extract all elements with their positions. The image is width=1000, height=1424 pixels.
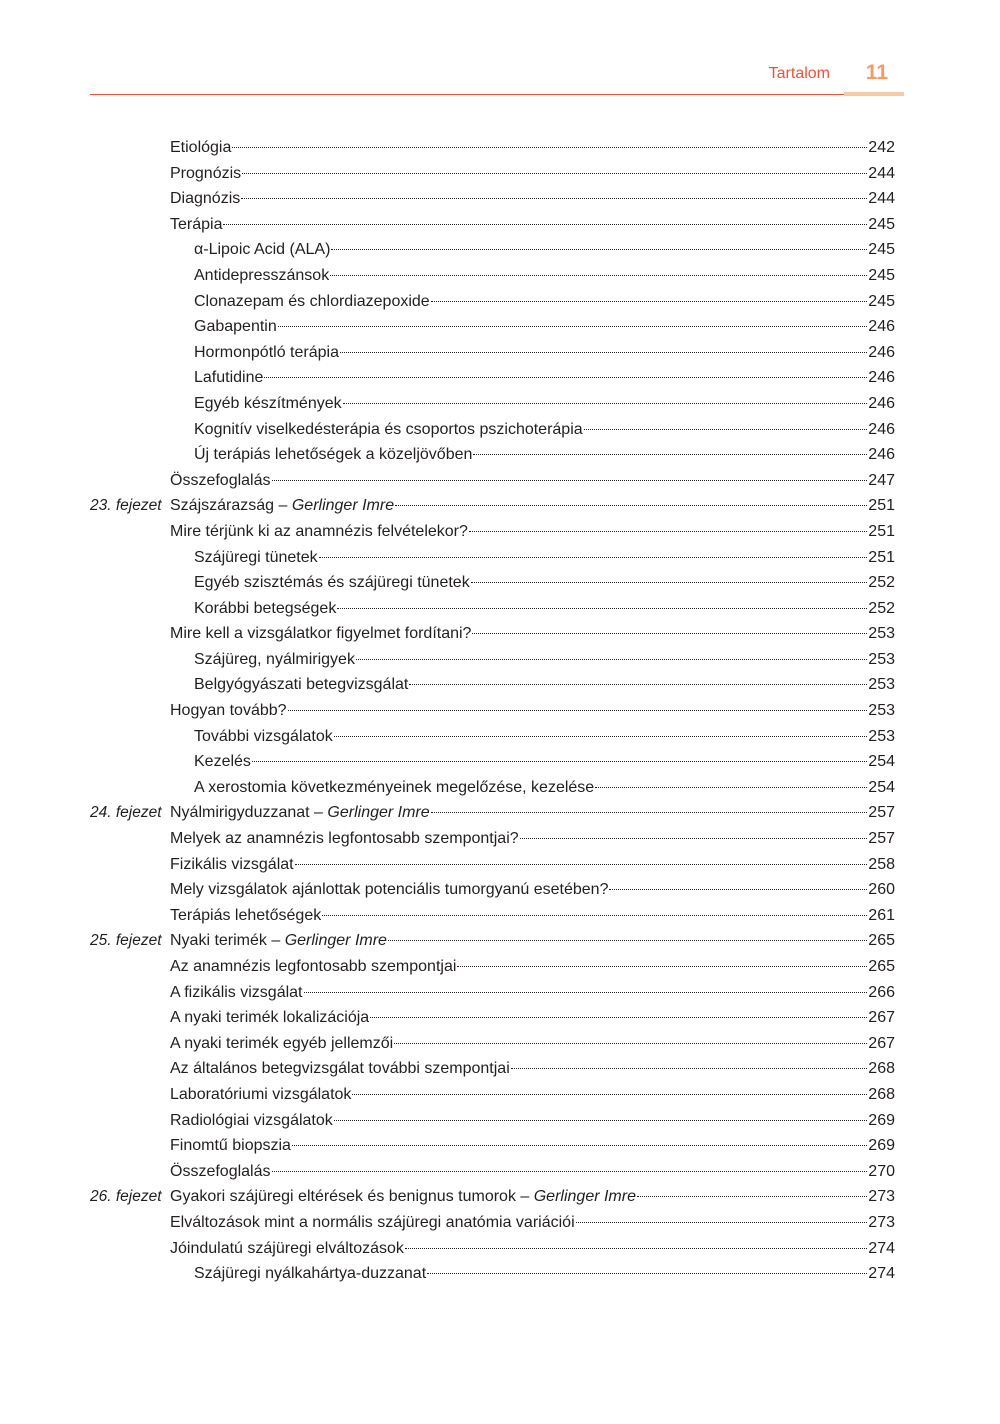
dot-leader: [343, 403, 868, 404]
toc-entry: [90, 877, 895, 903]
toc-entry-line: [170, 135, 895, 161]
dot-leader: [595, 787, 867, 788]
dot-leader: [473, 454, 867, 455]
toc-entry-title-text: Jóindulatú szájüregi elváltozások: [170, 1239, 404, 1257]
toc-entry-title-text: Elváltozások mint a normális szájüregi anatómia variációi: [170, 1213, 575, 1231]
toc-entry-page: 251: [868, 522, 895, 540]
toc-entry-title: [194, 749, 251, 775]
dot-leader: [223, 224, 867, 225]
toc-entry-page: 246: [868, 369, 895, 387]
dot-leader: [427, 1273, 867, 1274]
dot-leader: [356, 659, 867, 660]
toc-entry-author: Gerlinger Imre: [533, 1188, 636, 1206]
dot-leader: [511, 1068, 868, 1069]
toc-entry-line: [194, 340, 895, 366]
toc-entry-title-text: Hogyan tovább?: [170, 702, 287, 720]
dot-leader: [457, 966, 867, 967]
toc-entry: [90, 800, 895, 826]
toc-entry-page: 253: [868, 676, 895, 694]
dot-leader: [576, 1222, 868, 1223]
toc-entry-title-text: Finomtű biopszia: [170, 1137, 291, 1155]
toc-entry-line: [194, 672, 895, 698]
toc-entry-title-text: Egyéb szisztémás és szájüregi tünetek: [194, 574, 470, 592]
toc-entry-title-text: A nyaki terimék egyéb jellemzői: [170, 1034, 394, 1052]
toc-entry: [90, 928, 895, 954]
toc-entry-page: 268: [868, 1085, 895, 1103]
toc-entry-title: [170, 1210, 575, 1236]
toc-entry-page: 254: [868, 753, 895, 771]
toc-entry: [90, 570, 895, 596]
toc-entry-page: 254: [868, 778, 895, 796]
toc-entry-line: [194, 1261, 895, 1287]
toc-entry: [90, 1236, 895, 1262]
toc-entry: [90, 1133, 895, 1159]
dot-leader: [405, 1248, 867, 1249]
toc-entry-page: 246: [868, 446, 895, 464]
toc-entry-line: [170, 1236, 895, 1262]
dot-leader: [637, 1196, 867, 1197]
toc-entry-title-text: Kognitív viselkedésterápia és csoportos pszichoterápia: [194, 420, 583, 438]
toc-entry-line: [170, 1108, 895, 1134]
toc-entry-title-text: Terápiás lehetőségek: [170, 906, 322, 924]
dot-leader: [272, 480, 868, 481]
toc-entry-line: [194, 647, 895, 673]
toc-entry-title: [170, 1108, 333, 1134]
toc-entry: [90, 1210, 895, 1236]
dot-leader: [340, 352, 867, 353]
toc-entry-page: 269: [868, 1111, 895, 1129]
toc-entry-title: [170, 1184, 636, 1210]
page-number: 11: [865, 61, 888, 84]
toc-entry-title: [170, 852, 294, 878]
toc-entry-page: 245: [868, 215, 895, 233]
toc-entry-page: 244: [868, 190, 895, 208]
toc-entry: [90, 442, 895, 468]
toc-entry: [90, 621, 895, 647]
toc-entry-line: [170, 1031, 895, 1057]
toc-entry-page: 242: [868, 139, 895, 156]
toc-entry-title-text: A fizikális vizsgálat: [170, 983, 303, 1001]
toc-entry: [90, 1108, 895, 1134]
toc-entry-title: [170, 621, 471, 647]
toc-entry-page: 244: [868, 164, 895, 182]
toc-entry-title: [194, 647, 355, 673]
toc-entry: [90, 237, 895, 263]
dot-leader: [272, 1171, 868, 1172]
toc-entry-title: [170, 468, 271, 494]
dot-leader: [431, 301, 868, 302]
dot-leader: [295, 864, 868, 865]
toc-entry-title-text: Diagnózis: [170, 190, 241, 208]
toc-entry-title: [194, 237, 330, 263]
toc-entry: [90, 980, 895, 1006]
toc-entry-line: [194, 545, 895, 571]
toc-entry-line: [170, 519, 895, 545]
toc-entry: [90, 263, 895, 289]
toc-entry-line: [170, 826, 895, 852]
toc-entry-line: [170, 698, 895, 724]
toc-entry-title: [194, 391, 342, 417]
toc-entry-title-text: Az általános betegvizsgálat további szempontjai: [170, 1060, 510, 1078]
toc-entry-title-text: Prognózis: [170, 164, 242, 182]
toc-entry-title: [170, 493, 394, 519]
toc-entry-title: [170, 1133, 291, 1159]
toc-entry-title-text: Szájszárazság –: [170, 497, 292, 515]
toc-entry-title: [194, 724, 333, 750]
toc-entry: [90, 954, 895, 980]
toc-entry-page: 245: [868, 241, 895, 259]
chapter-label: 24. fejezet: [90, 804, 162, 822]
toc-entry: [90, 852, 895, 878]
toc-entry-title: [170, 1082, 351, 1108]
toc-entry-title: [194, 365, 263, 391]
toc-entry-line: [194, 596, 895, 622]
toc-entry: [90, 391, 895, 417]
dot-leader: [334, 1120, 868, 1121]
toc-entry-page: 246: [868, 343, 895, 361]
dot-leader: [337, 608, 867, 609]
toc-entry-title-text: Az anamnézis legfontosabb szempontjai: [170, 958, 457, 975]
toc-entry-title-text: Lafutidine: [194, 369, 264, 387]
dot-leader: [278, 326, 868, 327]
toc-entry-title-text: Fizikális vizsgálat: [170, 855, 294, 873]
toc-entry-line: [170, 800, 895, 826]
toc-entry-title-text: Új terápiás lehetőségek a közeljövőben: [194, 446, 473, 464]
dot-leader: [370, 1017, 867, 1018]
toc-entry-page: 246: [868, 420, 895, 438]
chapter-label: 25. fejezet: [90, 932, 162, 950]
toc-entry: [90, 1184, 895, 1210]
toc-entry-page: 246: [868, 394, 895, 412]
toc-entry: [90, 1031, 895, 1057]
toc-entry-page: 252: [868, 599, 895, 617]
toc-entry: [90, 212, 895, 238]
toc-entry-line: [170, 980, 895, 1006]
toc-entry: [90, 468, 895, 494]
dot-leader: [319, 557, 868, 558]
dot-leader: [292, 1145, 867, 1146]
toc-entry: [90, 545, 895, 571]
toc-entry-line: [170, 1056, 895, 1082]
toc-entry-title: [170, 928, 387, 954]
toc-entry: [90, 826, 895, 852]
dot-leader: [334, 736, 868, 737]
toc-entry-line: [194, 237, 895, 263]
toc-entry: [90, 161, 895, 187]
toc-entry-page: 274: [868, 1239, 895, 1257]
toc-entry-title: [194, 775, 594, 801]
toc-entry-page: 247: [868, 471, 895, 489]
toc-entry: [90, 135, 895, 161]
toc-entry-author: Gerlinger Imre: [284, 932, 387, 950]
toc-entry-title: [170, 135, 231, 161]
toc-entry-title-text: Terápia: [170, 215, 223, 233]
chapter-label: 23. fejezet: [90, 497, 162, 515]
dot-leader: [394, 1043, 867, 1044]
dot-leader: [471, 582, 868, 583]
toc-entry-line: [170, 903, 895, 929]
toc-entry-title-text: Korábbi betegségek: [194, 599, 337, 617]
dot-leader: [241, 198, 867, 199]
dot-leader: [609, 889, 867, 890]
toc-entry-line: [170, 1082, 895, 1108]
toc-entry: [90, 519, 895, 545]
dot-leader: [472, 633, 867, 634]
toc-entry-title: [194, 570, 470, 596]
header-rule: [90, 94, 904, 95]
toc-entry-line: [170, 186, 895, 212]
toc-entry-title: [170, 519, 468, 545]
toc-entry-page: 267: [868, 1009, 895, 1027]
toc-entry: [90, 1261, 895, 1287]
toc-entry-page: 270: [868, 1162, 895, 1180]
toc-entry-title: [194, 340, 339, 366]
toc-entry-title: [170, 1159, 271, 1185]
toc-entry-title-text: Mire kell a vizsgálatkor figyelmet fordítani?: [170, 625, 472, 643]
toc-entry-title: [170, 1005, 369, 1031]
toc-entry-title: [170, 212, 222, 238]
dot-leader: [395, 505, 867, 506]
toc-entry-page: 245: [868, 292, 895, 310]
toc-entry-page: 251: [868, 548, 895, 566]
dot-leader: [322, 915, 867, 916]
toc-entry: [90, 903, 895, 929]
toc-entry-title: [170, 826, 519, 852]
toc-entry-line: [170, 212, 895, 238]
toc-entry-title-text: Antidepresszánsok: [194, 266, 330, 284]
toc-entry-title: [170, 1236, 404, 1262]
toc-entry-line: [170, 1184, 895, 1210]
toc-entry-title: [170, 877, 608, 903]
toc-entry-page: 273: [868, 1213, 895, 1231]
toc-entry-title: [194, 289, 430, 315]
dot-leader: [352, 1094, 867, 1095]
toc-entry-title-text: α-Lipoic Acid (ALA): [194, 241, 331, 259]
toc-entry-title-text: Nyaki terimék –: [170, 932, 285, 950]
toc-entry: [90, 340, 895, 366]
toc-entry: [90, 1005, 895, 1031]
toc-entry-line: [170, 877, 895, 903]
toc-entry-line: [170, 1210, 895, 1236]
toc-entry-title: [194, 545, 318, 571]
toc-entry-page: 265: [868, 932, 895, 950]
toc-entry-title: [194, 442, 472, 468]
toc-entry-line: [170, 1133, 895, 1159]
toc-entry-page: 253: [868, 625, 895, 643]
toc-entry-page: 253: [868, 650, 895, 668]
toc-entry: [90, 596, 895, 622]
toc-entry-page: 258: [868, 855, 895, 873]
toc-entry-page: 245: [868, 266, 895, 284]
dot-leader: [409, 684, 867, 685]
toc-entry-line: [170, 954, 895, 980]
toc-entry-title-text: Melyek az anamnézis legfontosabb szempontjai?: [170, 830, 519, 848]
toc-entry-title-text: Gyakori szájüregi eltérések és benignus tumorok –: [170, 1188, 534, 1206]
toc-entry: [90, 1159, 895, 1185]
toc-entry-title-text: Szájüregi tünetek: [194, 548, 318, 566]
toc-entry-title-text: Clonazepam és chlordiazepoxide: [194, 292, 430, 310]
header-accent-bar: [844, 92, 904, 96]
running-head-title: Tartalom: [768, 65, 830, 82]
toc-entry-page: 253: [868, 727, 895, 745]
dot-leader: [252, 761, 867, 762]
table-of-contents: [90, 135, 895, 1287]
toc-entry-page: 265: [868, 958, 895, 975]
toc-entry: [90, 417, 895, 443]
dot-leader: [331, 249, 867, 250]
toc-entry-title: [194, 672, 408, 698]
toc-entry-title: [170, 186, 240, 212]
toc-entry-title-text: Nyálmirigyduzzanat –: [170, 804, 328, 822]
toc-entry-line: [194, 314, 895, 340]
toc-entry: [90, 698, 895, 724]
page-header: [90, 58, 904, 96]
toc-entry: [90, 672, 895, 698]
toc-entry-page: 269: [868, 1137, 895, 1155]
toc-entry-title: [170, 954, 456, 980]
toc-entry-title: [170, 698, 287, 724]
toc-entry-title: [194, 1261, 426, 1287]
toc-entry-page: 246: [868, 318, 895, 336]
toc-entry-line: [170, 1005, 895, 1031]
dot-leader: [584, 429, 868, 430]
toc-entry-line: [170, 493, 895, 519]
toc-entry-page: 274: [868, 1265, 895, 1283]
toc-entry-author: Gerlinger Imre: [327, 804, 430, 822]
toc-entry-line: [170, 621, 895, 647]
toc-entry-page: 260: [868, 881, 895, 899]
toc-entry-line: [170, 161, 895, 187]
toc-entry-line: [194, 417, 895, 443]
toc-entry-title: [194, 596, 336, 622]
toc-entry-title: [194, 417, 583, 443]
toc-entry-title-text: Összefoglalás: [170, 471, 271, 489]
toc-entry-page: 267: [868, 1034, 895, 1052]
toc-entry-title-text: További vizsgálatok: [194, 727, 333, 745]
toc-entry-line: [194, 570, 895, 596]
toc-entry-title: [194, 263, 329, 289]
toc-entry-line: [194, 289, 895, 315]
dot-leader: [264, 377, 867, 378]
toc-entry-line: [194, 365, 895, 391]
toc-entry-page: 251: [868, 497, 895, 515]
toc-entry: [90, 749, 895, 775]
dot-leader: [520, 838, 868, 839]
toc-entry-title-text: A xerostomia következményeinek megelőzése, kezelése: [194, 778, 595, 796]
toc-entry: [90, 1082, 895, 1108]
toc-entry: [90, 493, 895, 519]
toc-entry-title-text: Szájüreg, nyálmirigyek: [194, 650, 355, 668]
toc-entry-page: 266: [868, 983, 895, 1001]
toc-entry-title: [194, 314, 277, 340]
toc-entry-title: [170, 903, 321, 929]
toc-entry: [90, 775, 895, 801]
toc-entry-line: [194, 724, 895, 750]
toc-entry-page: 257: [868, 830, 895, 848]
toc-entry-title-text: Gabapentin: [194, 318, 277, 336]
toc-entry-line: [170, 1159, 895, 1185]
toc-entry-page: 257: [868, 804, 895, 822]
dot-leader: [469, 531, 867, 532]
toc-entry: [90, 289, 895, 315]
toc-entry-author: Gerlinger Imre: [291, 497, 395, 515]
toc-entry: [90, 186, 895, 212]
toc-entry-line: [170, 928, 895, 954]
chapter-label: 26. fejezet: [90, 1188, 162, 1206]
toc-entry-title: [170, 1056, 510, 1082]
toc-entry-page: 252: [868, 574, 895, 592]
dot-leader: [388, 940, 867, 941]
toc-entry-title-text: Radiológiai vizsgálatok: [170, 1111, 333, 1129]
dot-leader: [242, 173, 867, 174]
toc-entry-title-text: Belgyógyászati betegvizsgálat: [194, 676, 409, 694]
toc-entry-title-text: Laboratóriumi vizsgálatok: [170, 1085, 352, 1103]
toc-entry-title-text: Hormonpótló terápia: [194, 343, 339, 361]
toc-entry-title-text: Mire térjünk ki az anamnézis felvételekor?: [170, 522, 468, 540]
toc-entry: [90, 365, 895, 391]
dot-leader: [431, 812, 868, 813]
toc-entry-title-text: Összefoglalás: [170, 1162, 271, 1180]
toc-entry-title: [170, 800, 430, 826]
toc-entry: [90, 647, 895, 673]
toc-entry-line: [194, 775, 895, 801]
toc-entry-title: [170, 1031, 393, 1057]
toc-entry-title-text: Etiológia: [170, 139, 232, 156]
toc-entry-line: [194, 391, 895, 417]
toc-entry-title-text: Szájüregi nyálkahártya-duzzanat: [194, 1265, 427, 1283]
dot-leader: [330, 275, 867, 276]
toc-entry-line: [170, 852, 895, 878]
toc-entry-line: [170, 468, 895, 494]
toc-entry-title: [170, 980, 303, 1006]
toc-entry-title-text: Egyéb készítmények: [194, 394, 342, 412]
toc-entry-title-text: A nyaki terimék lokalizációja: [170, 1009, 370, 1027]
toc-entry-line: [194, 749, 895, 775]
toc-entry-title-text: Mely vizsgálatok ajánlottak potenciális tumorgyanú esetében?: [170, 881, 609, 899]
toc-entry-page: 273: [868, 1188, 895, 1206]
dot-leader: [288, 710, 868, 711]
toc-entry: [90, 314, 895, 340]
toc-entry: [90, 724, 895, 750]
toc-entry-page: 261: [868, 906, 895, 924]
dot-leader: [232, 147, 867, 148]
toc-entry-title-text: Kezelés: [194, 753, 251, 771]
toc-entry-line: [194, 442, 895, 468]
toc-entry-page: 268: [868, 1060, 895, 1078]
toc-entry-title: [170, 161, 241, 187]
toc-entry: [90, 1056, 895, 1082]
toc-entry-page: 253: [868, 702, 895, 720]
toc-entry-line: [194, 263, 895, 289]
dot-leader: [304, 992, 868, 993]
